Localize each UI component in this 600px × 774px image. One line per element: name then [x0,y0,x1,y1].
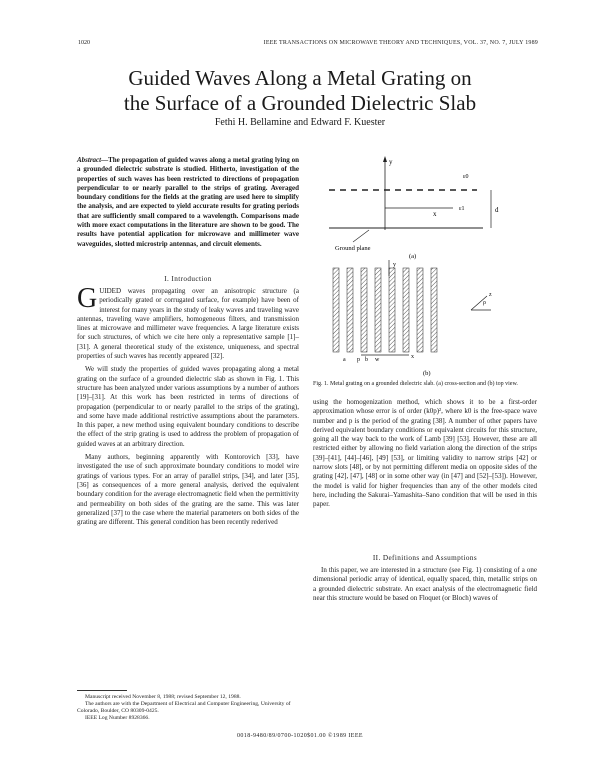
title-line-2: the Surface of a Grounded Dielectric Slab [123,91,477,115]
fig-b-x-label: x [411,354,414,360]
fig-b-b-label: b [365,357,368,363]
fig-label-a: (a) [409,253,417,260]
fig-b-p-label: p [357,357,360,363]
abstract [77,156,299,249]
footnotes [77,694,299,722]
section-2-heading: II. Definitions and Assumptions [372,554,478,562]
introduction-body [77,283,299,527]
abstract-text: —The propagation of guided waves along a metal grating lying on a grounded dielectric substrate is studied. Hitherto, investigation of the properties of such waves has been restricted to directions of propagation perpendicular to or nearly parallel to the strips of grating. Averaged boundary conditions for the fields at the grating are used here to simplify the analysis, and are expected to yield accurate results for grating periods that are sufficiently small compared to a wavelength. Comparisons made with more exact computations in the literature are shown to be good. The results have potential application for microwave and millimeter wave waveguides, slotted microstrip antennas, and circuit elements. [77,156,299,248]
section-2-body [313,566,537,603]
fig-b-a-label: a [343,357,346,363]
footnote-3: IEEE Log Number 8928366. [85,715,150,721]
abstract-label: Abstract [77,156,102,164]
strip [417,268,423,352]
fig-x-label: x [433,210,437,218]
running-header [78,40,538,50]
paper-title [0,66,600,116]
strip [361,268,367,352]
journal-header: IEEE TRANSACTIONS ON MICROWAVE THEORY AND TECHNIQUES, VOL. 37, NO. 7, JULY 1989 [263,40,538,46]
fig-label-b: (b) [423,370,431,377]
fig-d-label: d [495,206,499,214]
figure-1 [313,150,537,378]
intro-paragraph-3: Many authors, beginning apparently with Kontorovich [33], have investigated the use of such approximate boundary conditions to model wire gratings of various types. For an array of parallel strips, [34], and later [35], [36] as consequences of a more general analysis, derived the equivalent boundary condition for the average electromagnetic field when the permittivity and permeability on both sides of the grating are the same. This was later generalized [37] to the case where the material parameters on both sides of the grating are different. This general condition has been recently rederived [77,453,299,527]
drop-cap: G [77,283,98,314]
page-number: 1020 [78,40,90,46]
strip [375,268,381,352]
strip [403,268,409,352]
footnote-rule [77,690,127,691]
strip [333,268,339,352]
fig-b-y-label: y [393,262,396,268]
strip [389,268,395,352]
title-line-1: Guided Waves Along a Metal Grating on [128,66,472,90]
fig-y-label: y [389,158,393,166]
fig-inset-rho-label: ρ [483,300,486,306]
fig-inset-z-label: z [489,292,492,298]
right-column-body [313,398,537,510]
figure-caption: Fig. 1. Metal grating on a grounded dielectric slab. (a) cross-section and (b) top view. [313,381,518,387]
fig-eps1-label: ε1 [459,206,465,212]
intro-paragraph-1: GUIDED waves propagating over an anisotropic structure (a periodically grated or corrugated surface, for example) have been of interest for many years in the study of leaky waves and traveling wave antennas, traveling wave amplifiers, homogeneous filters, and transmission lines at microwave and millimeter wave frequencies. A large literature exists for such structures, of which we cite here only a representative sample [1]–[31]. A general theoretical study of the existence, uniqueness, and spectral properties of such waves has recently appeared [32]. [77,283,299,361]
right-paragraph-1: using the homogenization method, which shows it to be a first-order approximation whose error is of order (k0p)², where k0 is the free-space wave number and p is the period of the grating [38]. A number of other papers have derived equivalent boundary conditions or equivalent circuits for this structure, going all the way back to the work of Lamb [39] [53]. However, these are all restricted either by allowing no field variation along the direction of the strips [39]–[41], [44]–[46], [49] [53], or limiting validity to narrow strips [42] or narrow slots [48], or by not permitting different media on opposite sides of the grating [42], [47], [48] or in some other way (in [47] and [52]–[53]). However, the model is valid for higher frequencies than any of the other models cited here, including the Sakurai–Yamashita–Sano condition that will be used in this paper. [313,398,537,509]
footnote-2: The authors are with the Department of Electrical and Computer Engineering, University of Colorado, Boulder, CO 80309-0425. [77,701,291,714]
fig-ground-label: Ground plane [335,245,371,252]
strip [347,268,353,352]
fig-ground-pointer [353,230,369,242]
sec2-paragraph-1: In this paper, we are interested in a structure (see Fig. 1) consisting of a one dimensional periodic array of identical, equally spaced, thin, metallic strips on a grounded dielectric substrate. An exact analysis of the electromagnetic field near this structure would be based on Floquet (or Bloch) waves of [313,566,537,602]
fig-strips [333,268,437,352]
fig-y-arrow [383,156,387,162]
intro-paragraph-2: We will study the properties of guided waves propagating along a metal grating on the surface of a grounded dielectric slab as shown in Fig. 1. This structure has been analyzed under various assumptions by a number of authors [19]–[31]. At this work has been restricted in terms of directions of propagation (perpendicular to or nearly parallel to the strips of the grating), and some have made additional restrictive assumptions about the parameters. In this paper, a new method using equivalent boundary conditions to describe the effect of the strip grating is used to address the problem of propagation of guided waves at an arbitrary direction. [77,365,299,448]
page-footer: 0018-9480/89/0700-1020$01.00 ©1989 IEEE [237,733,363,739]
fig-eps0-label: ε0 [463,174,469,180]
authors: Fethi H. Bellamine and Edward F. Kuester [214,117,386,128]
strip [431,268,437,352]
fig-b-w-label: w [375,357,380,363]
section-1-heading: I. Introduction [164,275,212,283]
footnote-1: Manuscript received November 8, 1988; revised September 12, 1988. [85,694,241,700]
